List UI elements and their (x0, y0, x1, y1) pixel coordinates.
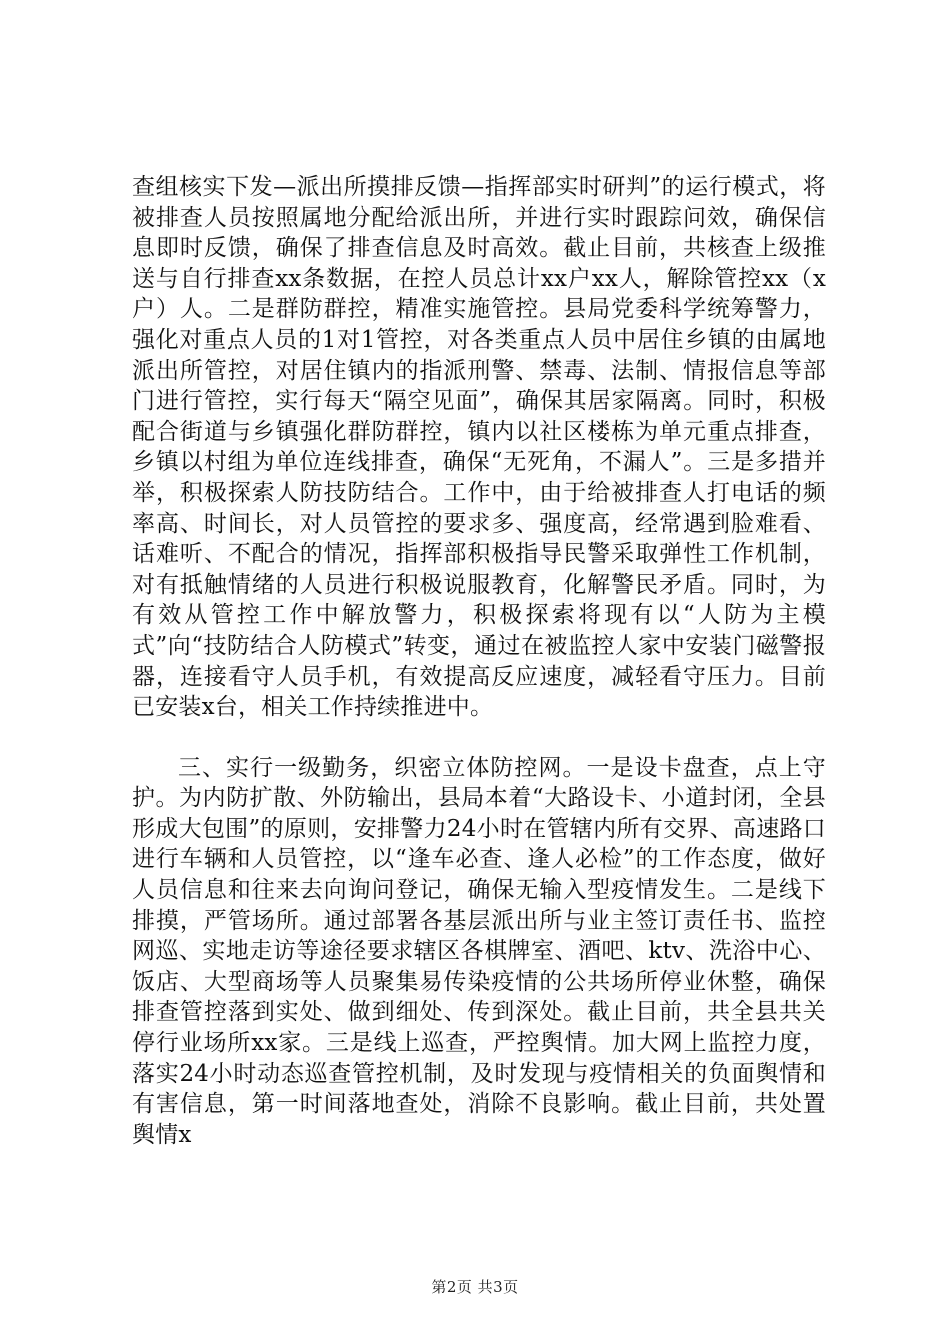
paragraph-spacer (132, 723, 826, 753)
document-body (132, 172, 826, 1150)
paragraph-section-three: 三、实行一级勤务，织密立体防控网。一是设卡盘查，点上守护。为内防扩散、外防输出，县局本着“大路设卡、小道封闭，全县形成大包围”的原则，安排警力24小时在管辖内所有交界、高速路口进行车辆和人员管控，以“逢车必查、逢人必检”的工作态度，做好人员信息和往来去向询问登记，确保无输入型疫情发生。二是线下排摸，严管场所。通过部署各基层派出所与业主签订责任书、监控网巡、实地走访等途径要求辖区各棋牌室、酒吧、ktv、洗浴中心、饭店、大型商场等人员聚集易传染疫情的公共场所停业休整，确保排查管控落到实处、做到细处、传到深处。截止目前，共全县共关停行业场所xx家。三是线上巡查，严控舆情。加大网上监控力度，落实24小时动态巡查管控机制，及时发现与疫情相关的负面舆情和有害信息，第一时间落地查处，消除不良影响。截止目前，共处置舆情x (132, 754, 826, 1148)
paragraph-continued: 查组核实下发—派出所摸排反馈—指挥部实时研判”的运行模式，将被排查人员按照属地分配给派出所，并进行实时跟踪问效，确保信息即时反馈，确保了排查信息及时高效。截止目前，共核查上级推送与自行排查xx条数据，在控人员总计xx户xx人，解除管控xx（x户）人。二是群防群控，精准实施管控。县局党委科学统筹警力，强化对重点人员的1对1管控，对各类重点人员中居住乡镇的由属地派出所管控，对居住镇内的指派刑警、禁毒、法制、情报信息等部门进行管控，实行每天“隔空见面”，确保其居家隔离。同时，积极配合街道与乡镇强化群防群控，镇内以社区楼栋为单元重点排查，乡镇以村组为单位连线排查，确保“无死角，不漏人”。三是多措并举，积极探索人防技防结合。工作中，由于给被排查人打电话的频率高、时间长，对人员管控的要求多、强度高，经常遇到脸难看、话难听、不配合的情况，指挥部积极指导民警采取弹性工作机制，对有抵触情绪的人员进行积极说服教育，化解警民矛盾。同时，为有效从管控工作中解放警力，积极探索将现有以“人防为主模式”向“技防结合人防模式”转变，通过在被监控人家中安装门磁警报器，连接看守人员手机，有效提高反应速度，减轻看守压力。目前已安装x台，相关工作持续推进中。 (132, 174, 826, 721)
page-footer: 第2页 共3页 (431, 1278, 519, 1296)
